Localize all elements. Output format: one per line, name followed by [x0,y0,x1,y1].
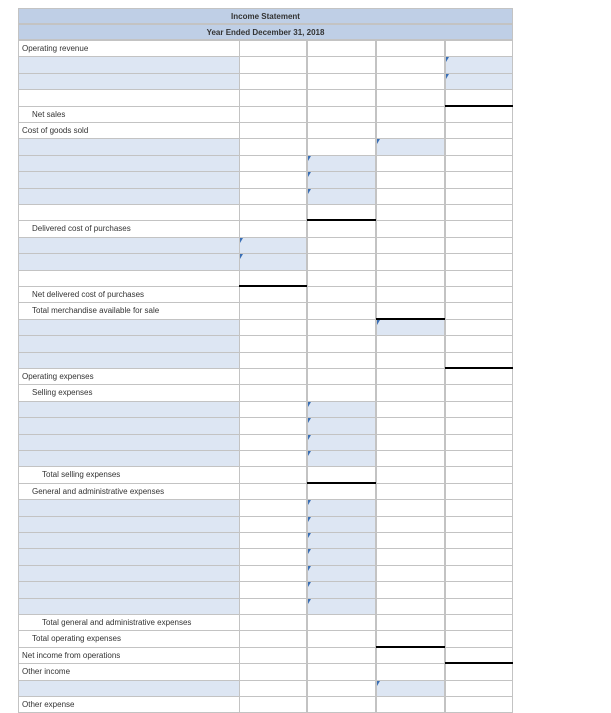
amount-cell [239,368,307,385]
amount-input[interactable] [307,450,376,467]
amount-cell [376,384,445,402]
amount-cell [239,483,307,500]
amount-cell [239,696,307,713]
amount-input[interactable] [307,565,376,582]
amount-cell [445,614,513,631]
amount-cell [445,401,513,418]
amount-cell [239,548,307,566]
row-label [18,286,240,303]
amount-cell [445,286,513,303]
row-label [18,696,240,713]
amount-cell [445,319,513,336]
amount-cell [307,286,376,303]
amount-cell [445,466,513,484]
amount-cell [445,188,513,205]
amount-input[interactable] [307,171,376,189]
row-label-text: Operating expenses [22,372,94,381]
amount-cell [18,270,240,287]
amount-cell [307,89,376,107]
amount-input[interactable] [239,237,307,254]
amount-cell [376,122,445,139]
row-label [18,630,240,648]
amount-cell [445,663,513,681]
row-label-text: Delivered cost of purchases [32,224,131,233]
amount-cell [239,647,307,664]
amount-cell [376,220,445,238]
amount-cell [239,286,307,303]
amount-cell [445,237,513,254]
amount-cell [239,188,307,205]
amount-cell [445,302,513,320]
total-underline [445,662,513,664]
amount-cell [445,253,513,271]
amount-cell [376,40,445,57]
amount-cell [376,417,445,435]
amount-cell [376,696,445,713]
amount-cell [307,368,376,385]
amount-cell [445,696,513,713]
amount-cell [445,483,513,500]
amount-cell [445,630,513,648]
amount-input[interactable] [307,581,376,599]
amount-cell [239,73,307,90]
amount-cell [445,204,513,221]
total-underline [307,482,376,484]
row-label-text: Net sales [32,110,66,119]
row-label-text: Selling expenses [32,388,93,397]
amount-cell [307,680,376,697]
amount-cell [376,204,445,221]
amount-input[interactable] [445,56,513,74]
amount-cell [376,352,445,369]
row-label [18,106,240,123]
account-name-input[interactable] [18,73,240,90]
amount-cell [239,598,307,615]
amount-cell [307,630,376,648]
total-underline [445,367,513,369]
amount-cell [239,532,307,549]
amount-cell [376,614,445,631]
amount-cell [307,335,376,353]
amount-cell [376,401,445,418]
amount-cell [445,680,513,697]
amount-cell [18,89,240,107]
amount-cell [445,581,513,599]
row-label-text: Operating revenue [22,44,89,53]
account-name-input[interactable] [18,680,240,697]
row-label-text: General and administrative expenses [32,487,165,496]
amount-cell [376,368,445,385]
account-name-input[interactable] [18,548,240,566]
amount-input[interactable] [307,499,376,517]
account-name-input[interactable] [18,253,240,271]
total-underline [239,285,307,287]
amount-cell [445,532,513,549]
row-label-text: Total operating expenses [32,634,121,643]
amount-cell [239,417,307,435]
amount-cell [445,220,513,238]
amount-cell [445,384,513,402]
amount-input[interactable] [376,680,445,697]
amount-cell [307,237,376,254]
row-label-text: Total merchandise available for sale [32,306,160,315]
amount-input[interactable] [307,401,376,418]
amount-input[interactable] [307,188,376,205]
amount-cell [307,352,376,369]
amount-cell [376,286,445,303]
row-label-text: Net delivered cost of purchases [32,290,145,299]
amount-cell [376,663,445,681]
amount-cell [376,450,445,467]
amount-cell [307,138,376,156]
amount-cell [445,565,513,582]
row-label-text: Cost of goods sold [22,126,89,135]
total-underline [445,105,513,107]
row-label [18,647,240,664]
account-name-input[interactable] [18,56,240,74]
amount-cell [239,565,307,582]
account-name-input[interactable] [18,532,240,549]
amount-cell [376,434,445,451]
amount-cell [18,204,240,221]
amount-cell [239,352,307,369]
amount-cell [239,434,307,451]
amount-cell [239,40,307,57]
row-label-text: Total selling expenses [42,470,121,479]
amount-cell [239,89,307,107]
amount-cell [445,450,513,467]
amount-cell [376,483,445,500]
account-name-input[interactable] [18,565,240,582]
amount-cell [376,89,445,107]
amount-cell [239,450,307,467]
account-name-input[interactable] [18,516,240,533]
amount-cell [445,155,513,172]
total-underline [376,318,445,320]
amount-cell [445,122,513,139]
amount-cell [445,598,513,615]
amount-input[interactable] [376,138,445,156]
amount-cell [445,516,513,533]
statement-subtitle: Year Ended December 31, 2018 [18,24,513,40]
row-label [18,40,240,57]
amount-cell [307,253,376,271]
account-name-input[interactable] [18,450,240,467]
amount-cell [307,73,376,90]
amount-cell [239,204,307,221]
amount-cell [239,122,307,139]
amount-cell [307,220,376,238]
amount-cell [307,614,376,631]
amount-cell [307,40,376,57]
amount-cell [307,270,376,287]
amount-input[interactable] [307,516,376,533]
amount-cell [376,155,445,172]
amount-cell [239,155,307,172]
amount-cell [239,614,307,631]
amount-input[interactable] [307,417,376,435]
amount-cell [239,466,307,484]
account-name-input[interactable] [18,401,240,418]
row-label [18,466,240,484]
amount-input[interactable] [307,434,376,451]
amount-cell [376,516,445,533]
account-name-input[interactable] [18,417,240,435]
row-label [18,483,240,500]
account-name-input[interactable] [18,319,240,336]
row-label-text: Net income from operations [22,651,121,660]
row-label-text: Total general and administrative expenses [42,618,192,627]
amount-cell [376,270,445,287]
amount-cell [445,138,513,156]
amount-cell [445,548,513,566]
account-name-input[interactable] [18,237,240,254]
amount-cell [445,335,513,353]
amount-cell [307,122,376,139]
amount-cell [376,647,445,664]
total-underline [307,219,376,221]
amount-input[interactable] [307,155,376,172]
account-name-input[interactable] [18,581,240,599]
amount-cell [376,237,445,254]
amount-cell [239,335,307,353]
account-name-input[interactable] [18,434,240,451]
amount-cell [376,106,445,123]
statement-title: Income Statement [18,8,513,24]
amount-cell [445,270,513,287]
account-name-input[interactable] [18,499,240,517]
amount-cell [307,302,376,320]
amount-cell [376,598,445,615]
row-label [18,384,240,402]
account-name-input[interactable] [18,352,240,369]
amount-cell [307,647,376,664]
account-name-input[interactable] [18,188,240,205]
amount-cell [307,319,376,336]
amount-cell [376,73,445,90]
amount-cell [239,56,307,74]
amount-input[interactable] [376,319,445,336]
amount-input[interactable] [445,73,513,90]
total-underline [376,646,445,648]
amount-cell [239,171,307,189]
amount-cell [445,106,513,123]
amount-cell [376,335,445,353]
row-label [18,122,240,139]
amount-input[interactable] [307,532,376,549]
amount-cell [445,40,513,57]
amount-cell [239,319,307,336]
row-label [18,302,240,320]
amount-cell [239,581,307,599]
amount-cell [307,106,376,123]
amount-cell [376,532,445,549]
amount-cell [307,663,376,681]
amount-cell [307,696,376,713]
amount-cell [239,499,307,517]
amount-cell [239,138,307,156]
account-name-input[interactable] [18,138,240,156]
amount-cell [445,434,513,451]
amount-cell [376,171,445,189]
amount-cell [376,188,445,205]
account-name-input[interactable] [18,155,240,172]
amount-input[interactable] [307,548,376,566]
amount-cell [376,253,445,271]
amount-cell [239,663,307,681]
amount-cell [239,516,307,533]
row-label [18,220,240,238]
amount-cell [239,302,307,320]
account-name-input[interactable] [18,335,240,353]
amount-cell [239,106,307,123]
amount-cell [445,368,513,385]
amount-cell [239,220,307,238]
account-name-input[interactable] [18,171,240,189]
amount-cell [239,680,307,697]
amount-cell [239,384,307,402]
amount-cell [376,581,445,599]
amount-cell [376,466,445,484]
row-label-text: Other income [22,667,71,676]
account-name-input[interactable] [18,598,240,615]
amount-input[interactable] [239,253,307,271]
amount-cell [445,499,513,517]
row-label [18,614,240,631]
row-label-text: Other expense [22,700,75,709]
amount-cell [376,499,445,517]
amount-cell [376,548,445,566]
amount-input[interactable] [307,598,376,615]
amount-cell [307,384,376,402]
amount-cell [307,56,376,74]
row-label [18,663,240,681]
amount-cell [239,401,307,418]
amount-cell [445,171,513,189]
amount-cell [445,417,513,435]
row-label [18,368,240,385]
amount-cell [307,483,376,500]
amount-cell [239,630,307,648]
amount-cell [376,56,445,74]
amount-cell [376,565,445,582]
